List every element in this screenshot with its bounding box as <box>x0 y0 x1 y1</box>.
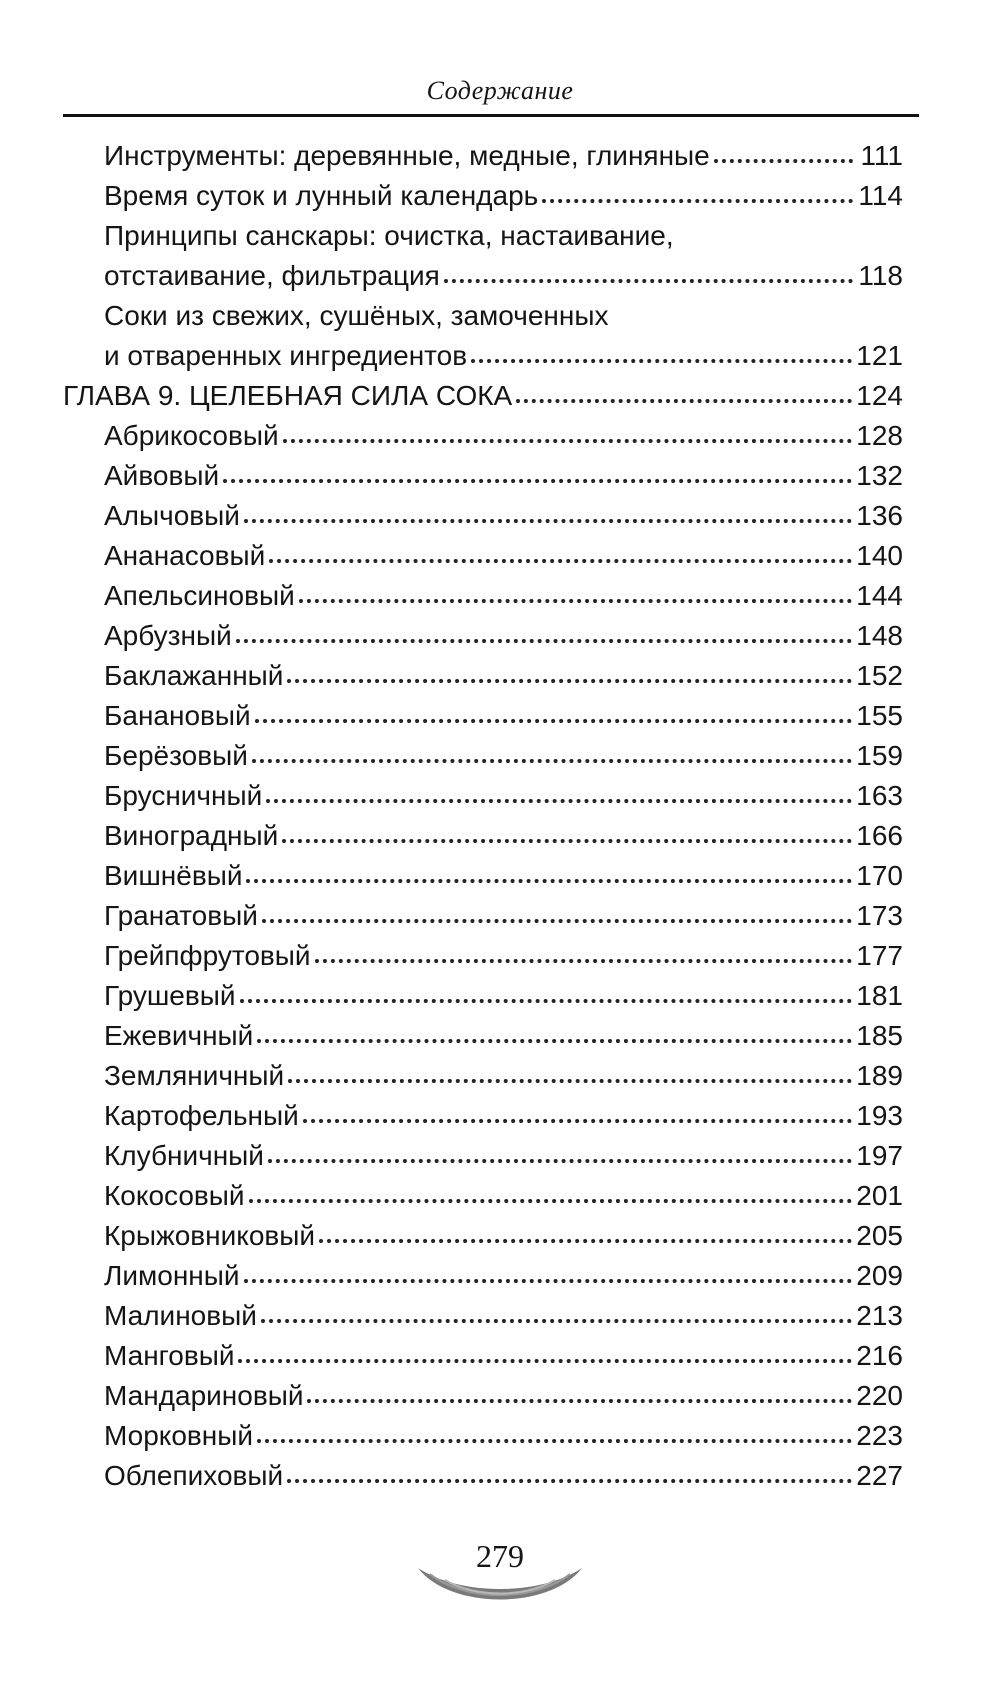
dot-leader <box>299 599 853 603</box>
dot-leader <box>238 1359 852 1363</box>
toc-entry-title: Абрикосовый <box>104 420 279 451</box>
toc-entry-title: Морковный <box>104 1420 254 1451</box>
toc-entry <box>63 656 903 696</box>
dot-leader <box>307 1399 852 1403</box>
toc-entry <box>63 456 903 496</box>
toc-entry-page: 177 <box>856 940 903 971</box>
toc-entry <box>63 616 903 656</box>
toc-entry-page: 111 <box>860 140 903 171</box>
running-header: Содержание <box>426 76 574 105</box>
toc-entry <box>63 496 903 536</box>
dot-leader <box>255 719 853 723</box>
dot-leader <box>287 679 852 683</box>
toc-entry-page: 197 <box>856 1140 903 1171</box>
toc-entry-title: Гранатовый <box>104 900 258 931</box>
dot-leader <box>246 879 852 883</box>
toc-entry <box>63 856 903 896</box>
toc-entry-page: 223 <box>856 1420 903 1451</box>
toc-entry-title: Облепиховый <box>104 1460 284 1491</box>
toc-entry-title: Берёзовый <box>104 740 248 771</box>
toc-entry-page: 114 <box>858 180 903 211</box>
toc-entry-page: 216 <box>856 1340 903 1371</box>
toc-entry <box>63 1336 903 1376</box>
crescent-ornament <box>410 1558 590 1618</box>
toc-entry-title: Крыжовниковый <box>104 1220 316 1251</box>
toc-entry-page: 144 <box>856 580 903 611</box>
dot-leader <box>244 1279 853 1283</box>
toc-entry-page: 181 <box>856 980 903 1011</box>
toc-entry <box>63 1416 903 1456</box>
toc-entry <box>63 736 903 776</box>
page-number: 279 <box>476 1538 524 1574</box>
dot-leader <box>262 919 852 923</box>
toc-entry-title: Алычовый <box>104 500 240 531</box>
toc-entry-title: Виноградный <box>104 820 279 851</box>
toc-chapter-title: ГЛАВА 9. ЦЕЛЕБНАЯ СИЛА СОКА <box>63 380 513 411</box>
toc-entry-page: 132 <box>856 460 903 491</box>
toc-entry-title: Ананасовый <box>104 540 266 571</box>
toc-entry-title: Вишнёвый <box>104 860 243 891</box>
toc-entry <box>63 536 903 576</box>
header-rule <box>63 114 919 117</box>
dot-leader <box>444 279 853 283</box>
toc-entry-page: 163 <box>856 780 903 811</box>
dot-leader <box>261 1319 852 1323</box>
dot-leader <box>252 759 852 763</box>
dot-leader <box>303 1119 853 1123</box>
toc-entry-title: Картофельный <box>104 1100 299 1131</box>
toc-entry-page: 170 <box>856 860 903 891</box>
toc-entry-title: Арбузный <box>104 620 232 651</box>
toc-entry-title: Кокосовый <box>104 1180 245 1211</box>
toc-entry-title: Инструменты: деревянные, медные, глиняные <box>104 140 710 171</box>
dot-leader <box>714 159 853 163</box>
toc-entry <box>63 1056 903 1096</box>
dot-leader <box>516 399 852 403</box>
toc-entry <box>63 936 903 976</box>
toc-entry-title: и отваренных ингредиентов <box>104 340 468 371</box>
toc-entry-page: 140 <box>856 540 903 571</box>
dot-leader <box>283 439 853 443</box>
toc-entry <box>63 776 903 816</box>
toc-entry <box>63 1296 903 1336</box>
toc-entry <box>63 696 903 736</box>
toc-entry-title: Время суток и лунный календарь <box>104 180 539 211</box>
table-of-contents <box>63 136 903 1496</box>
toc-entry-title-line1: Соки из свежих, сушёных, замоченных <box>104 300 609 331</box>
toc-entry-page: 118 <box>858 260 903 291</box>
toc-entry-page: 193 <box>856 1100 903 1131</box>
toc-entry-page: 213 <box>856 1300 903 1331</box>
toc-entry <box>63 1096 903 1136</box>
toc-entry-page: 121 <box>856 340 903 371</box>
dot-leader <box>288 1079 852 1083</box>
toc-entry-title: Ежевичный <box>104 1020 254 1051</box>
dot-leader <box>542 199 853 203</box>
toc-entry <box>63 1016 903 1056</box>
toc-entry-title: Малиновый <box>104 1300 257 1331</box>
dot-leader <box>269 559 852 563</box>
toc-entry <box>63 1376 903 1416</box>
dot-leader <box>266 799 852 803</box>
toc-entry-page: 124 <box>856 380 903 411</box>
toc-entry <box>63 176 903 216</box>
dot-leader <box>257 1439 852 1443</box>
toc-entry-page: 148 <box>856 620 903 651</box>
toc-entry <box>63 976 903 1016</box>
toc-entry-title: Айвовый <box>104 460 220 491</box>
toc-entry <box>63 816 903 856</box>
toc-entry-page: 220 <box>856 1380 903 1411</box>
toc-entry-page: 155 <box>856 700 903 731</box>
dot-leader <box>471 359 852 363</box>
toc-entry-title: Баклажанный <box>104 660 284 691</box>
toc-entry <box>63 416 903 456</box>
toc-entry-title: Клубничный <box>104 1140 264 1171</box>
toc-entry-page: 173 <box>856 900 903 931</box>
toc-entry-page: 201 <box>856 1180 903 1211</box>
toc-entry <box>63 296 903 376</box>
toc-entry-title: Манговый <box>104 1340 235 1371</box>
toc-chapter-entry <box>63 376 903 416</box>
toc-entry-title: Грушевый <box>104 980 236 1011</box>
toc-entry-title: Банановый <box>104 700 251 731</box>
toc-entry-title-line1: Принципы санскары: очистка, настаивание, <box>104 220 674 251</box>
toc-entry <box>63 576 903 616</box>
toc-entry-page: 152 <box>856 660 903 691</box>
dot-leader <box>315 959 853 963</box>
toc-entry-page: 227 <box>856 1460 903 1491</box>
dot-leader <box>257 1039 852 1043</box>
dot-leader <box>282 839 852 843</box>
toc-entry <box>63 1256 903 1296</box>
toc-entry <box>63 136 903 176</box>
toc-entry-page: 128 <box>856 420 903 451</box>
toc-entry-page: 209 <box>856 1260 903 1291</box>
toc-entry <box>63 896 903 936</box>
toc-entry-title: Земляничный <box>104 1060 285 1091</box>
dot-leader <box>236 639 853 643</box>
toc-entry-title: Мандариновый <box>104 1380 304 1411</box>
dot-leader <box>287 1479 852 1483</box>
toc-entry <box>63 1136 903 1176</box>
toc-entry-page: 205 <box>856 1220 903 1251</box>
toc-entry-page: 166 <box>856 820 903 851</box>
dot-leader <box>244 519 852 523</box>
toc-entry <box>63 1456 903 1496</box>
toc-entry-page: 136 <box>856 500 903 531</box>
toc-entry-title: Апельсиновый <box>104 580 295 611</box>
dot-leader <box>249 1199 853 1203</box>
toc-entry-page: 185 <box>856 1020 903 1051</box>
toc-entry-title: Грейпфрутовый <box>104 940 311 971</box>
toc-entry <box>63 1216 903 1256</box>
toc-entry <box>63 1176 903 1216</box>
toc-entry-title: отстаивание, фильтрация <box>104 260 440 291</box>
dot-leader <box>268 1159 852 1163</box>
dot-leader <box>319 1239 852 1243</box>
toc-entry <box>63 216 903 296</box>
toc-entry-page: 189 <box>856 1060 903 1091</box>
toc-entry-title: Брусничный <box>104 780 263 811</box>
dot-leader <box>223 479 852 483</box>
toc-entry-page: 159 <box>856 740 903 771</box>
toc-entry-title: Лимонный <box>104 1260 240 1291</box>
dot-leader <box>240 999 853 1003</box>
